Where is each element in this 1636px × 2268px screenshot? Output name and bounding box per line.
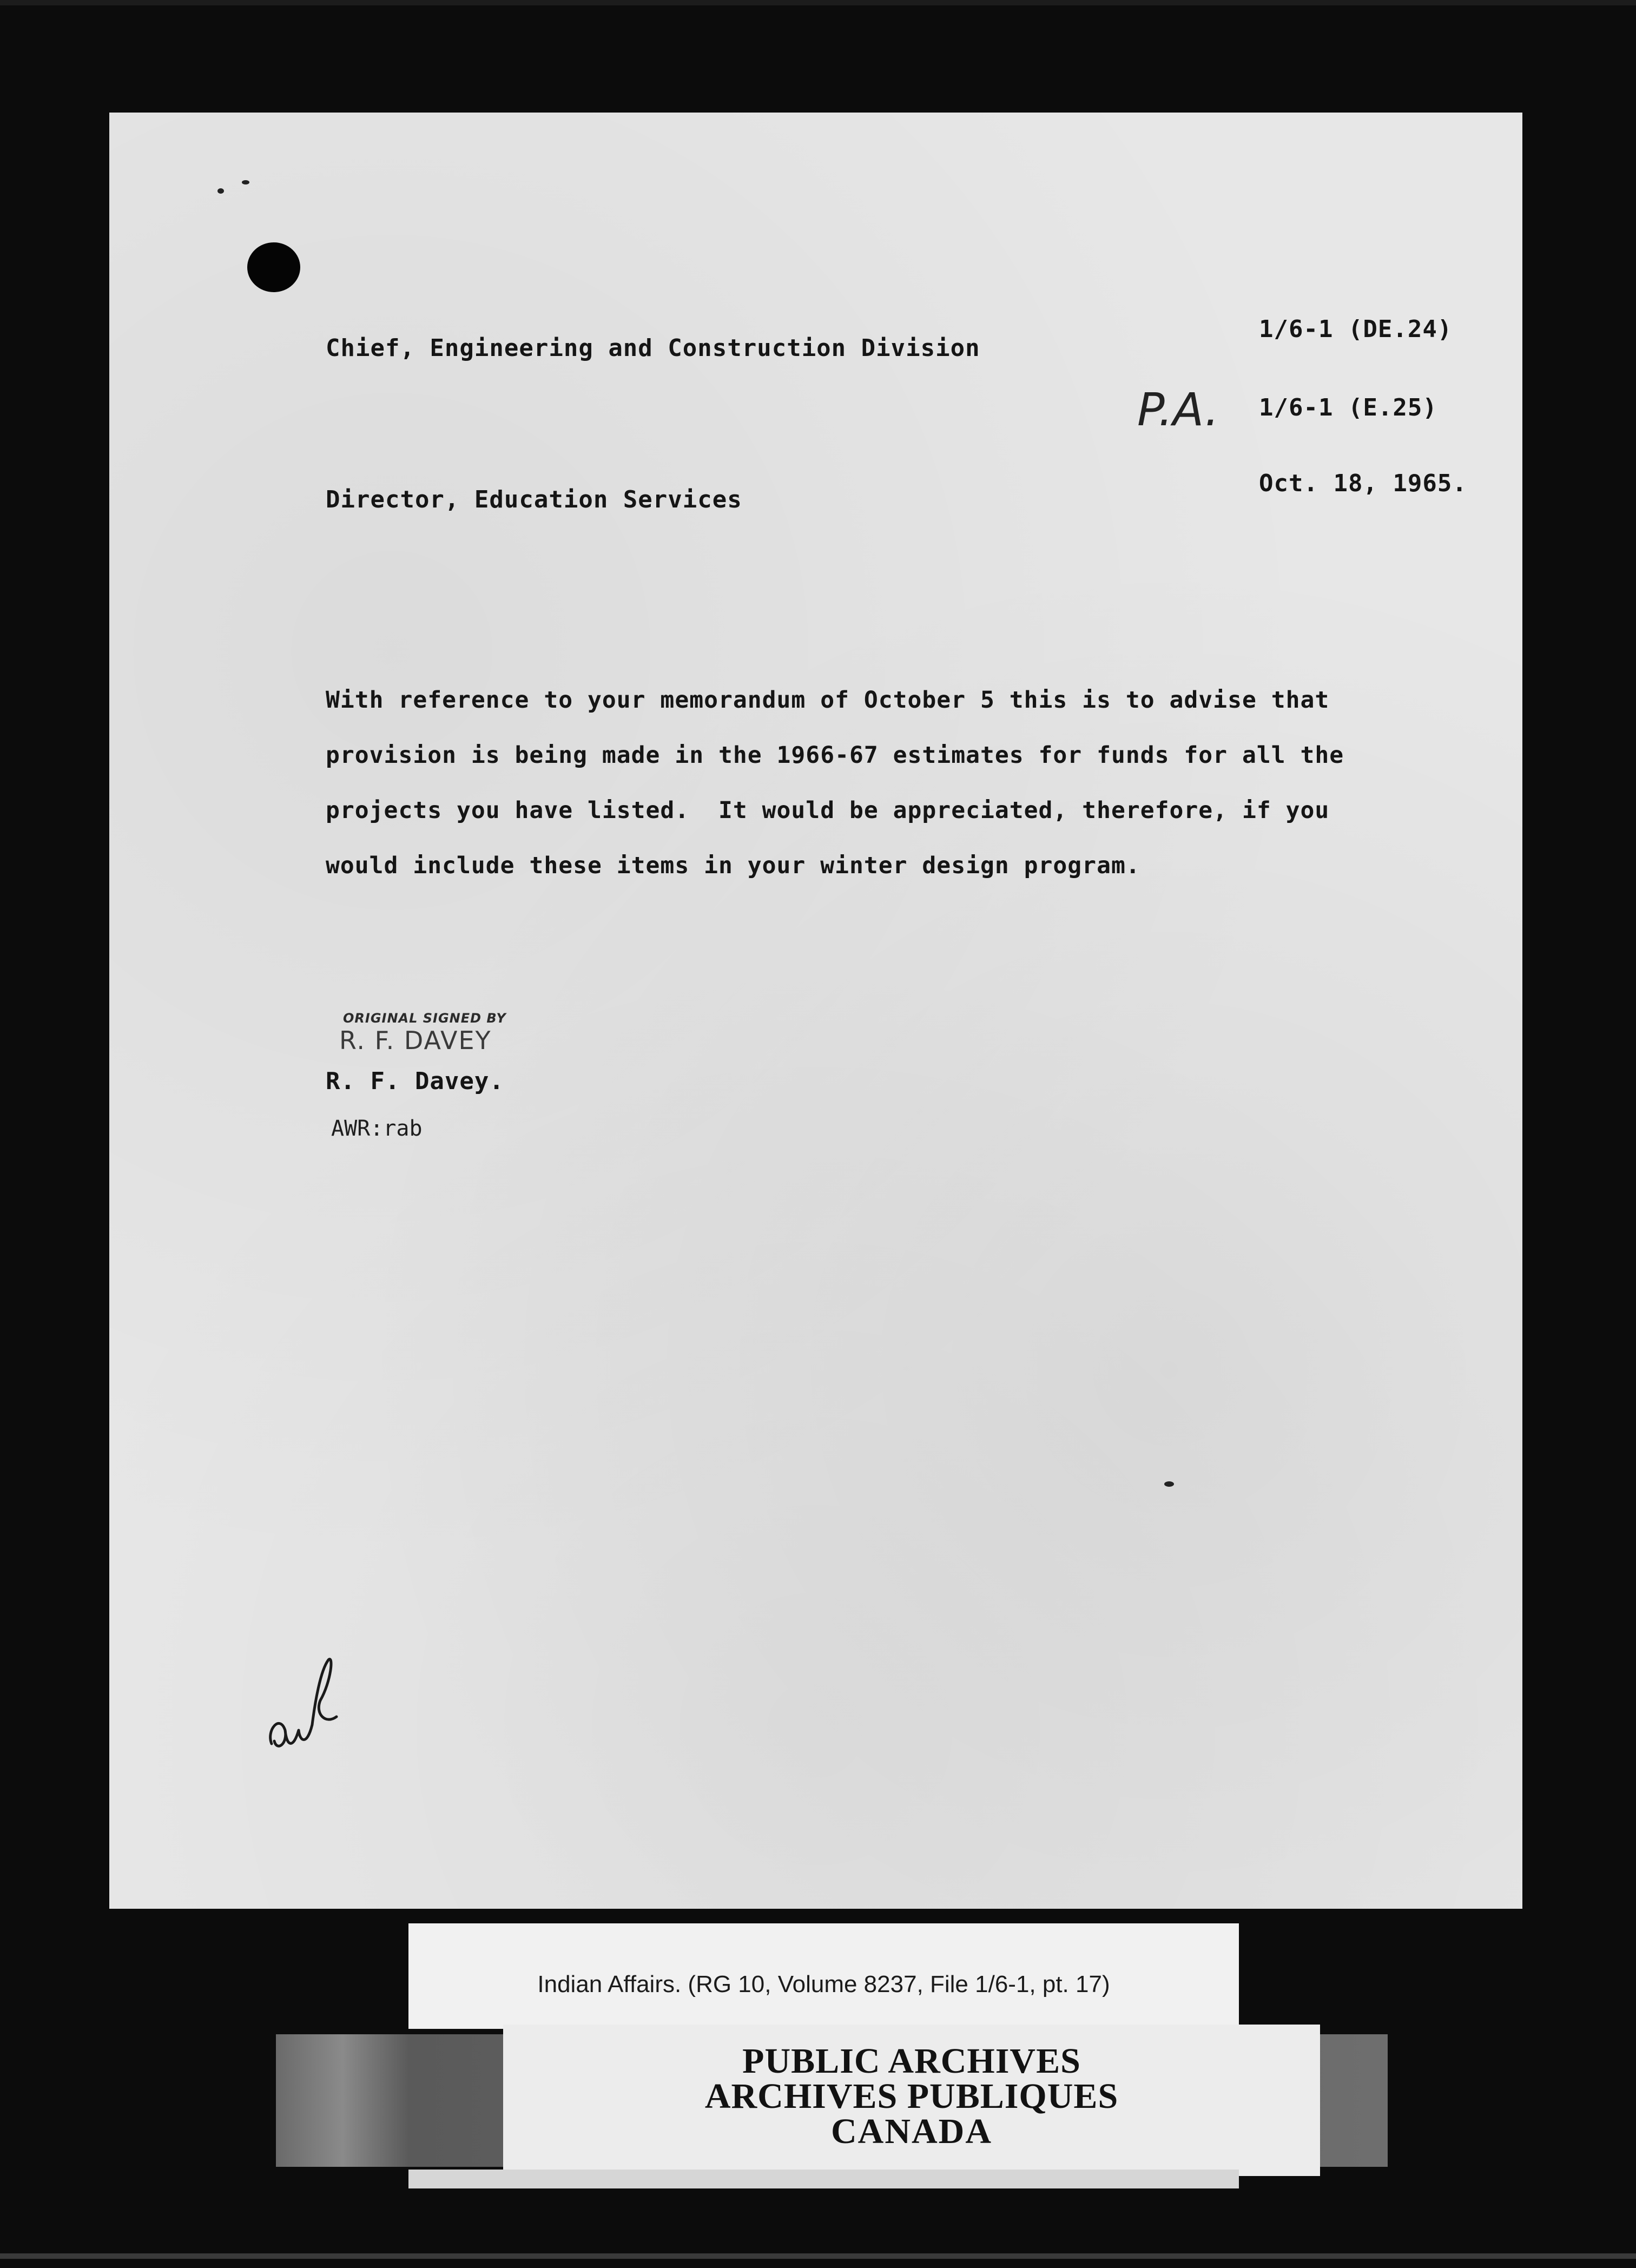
body-line: provision is being made in the 1966-67 estimates for funds for all the — [326, 742, 1344, 769]
archive-stamp-card — [503, 2025, 1320, 2176]
film-frame-top-edge — [0, 0, 1636, 5]
speck — [1164, 1481, 1174, 1487]
file-reference-1: 1/6-1 (DE.24) — [1259, 315, 1453, 343]
typed-signature: R. F. Davey. — [326, 1067, 504, 1095]
archive-citation-card — [408, 1923, 1239, 2029]
archive-country: CANADA — [831, 2112, 992, 2151]
archive-name-french: ARCHIVES PUBLIQUES — [704, 2076, 1119, 2116]
file-reference-2: 1/6-1 (E.25) — [1259, 394, 1437, 421]
memo-from: Director, Education Services — [326, 486, 742, 513]
signature-stamp-caption: ORIGINAL SIGNED BY — [343, 1011, 506, 1026]
memo-date: Oct. 18, 1965. — [1259, 470, 1467, 497]
archive-citation: Indian Affairs. (RG 10, Volume 8237, File 1/6-1, pt. 17) — [537, 1971, 1110, 1997]
body-line: projects you have listed. It would be appreciated, therefore, if you — [326, 797, 1330, 824]
handwritten-initials-signature — [261, 1649, 347, 1768]
signature-stamp-name: R. F. DAVEY — [339, 1026, 492, 1055]
body-line: would include these items in your winter design program. — [326, 852, 1140, 879]
speck — [242, 180, 249, 184]
bottom-paper-strip — [408, 2170, 1239, 2188]
handwritten-pa-annotation: P.A. — [1137, 383, 1219, 436]
film-frame-bottom-edge — [0, 2253, 1636, 2259]
typist-initials: AWR:rab — [331, 1116, 423, 1141]
archive-name-english: PUBLIC ARCHIVES — [742, 2041, 1081, 2081]
body-line: With reference to your memorandum of October 5 this is to advise that — [326, 687, 1330, 714]
speck — [217, 188, 224, 194]
memo-page — [109, 113, 1522, 1909]
hole-punch — [247, 242, 300, 292]
memo-body — [326, 673, 1381, 893]
memo-to: Chief, Engineering and Construction Division — [326, 334, 980, 362]
